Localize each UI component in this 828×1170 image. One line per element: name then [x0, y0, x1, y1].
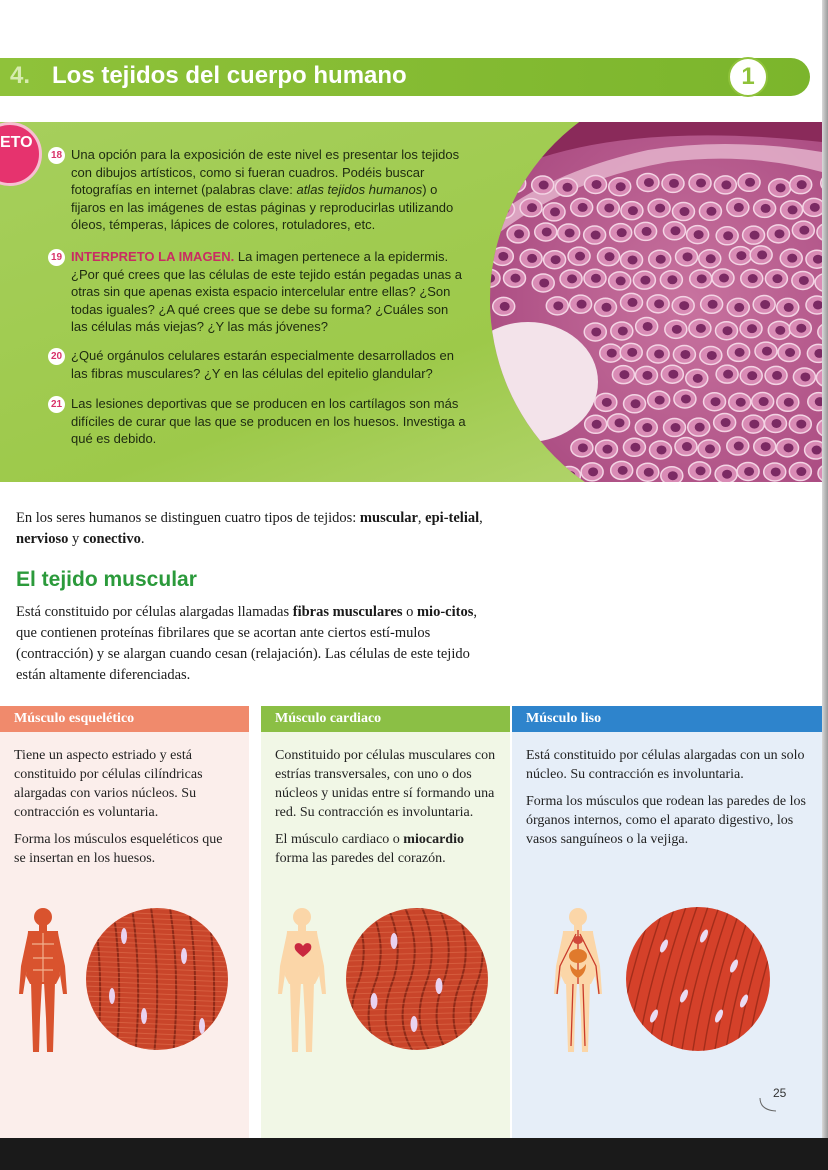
activity-number: 18 [48, 147, 65, 164]
column-body [0, 732, 249, 868]
epidermis-micrograph [488, 122, 822, 482]
skeletal-muscle-body-figure [18, 906, 68, 1056]
activity-21 [48, 395, 468, 448]
column-header: Músculo esquelético [0, 706, 249, 732]
activity-20 [48, 347, 468, 382]
smooth-muscle-micrograph [624, 906, 772, 1052]
column-paragraph: Constituido por células musculares con estrías transversales, con uno o dos núcleos y unidas entre sí formando una red. Su contracción es involuntaria. [275, 748, 496, 820]
page-edge [822, 0, 828, 1170]
activity-text: Las lesiones deportivas que se producen en los cartílagos son más difíciles de curar que las que se producen en los huesos. Investiga a qué es debido. [71, 396, 466, 447]
activity-number: 20 [48, 348, 65, 365]
column-body [512, 732, 822, 849]
activity-number: 19 [48, 249, 65, 266]
scan-bottom-border [0, 1138, 828, 1170]
skeletal-muscle-micrograph [84, 906, 230, 1052]
activity-19 [48, 248, 468, 336]
unit-badge: 1 [728, 57, 768, 97]
activity-18 [48, 146, 468, 234]
section-paragraph: Está constituido por células alargadas llamadas fibras musculares o mio-citos, que contienen proteínas fibrilares que se acortan ante ciertos estí-mulos (contracción) y se alargan cuando cesan (relajación). Las células de este tejido están altamente diferenciadas. [16, 604, 477, 683]
page-title: Los tejidos del cuerpo humano [52, 62, 407, 89]
chapter-header-bar [0, 58, 810, 96]
page-number: 25 [773, 1086, 787, 1100]
column-header: Músculo liso [512, 706, 822, 732]
activity-text: Una opción para la exposición de este nivel es presentar los tejidos con dibujos artísticos, como si fueran cuadros. Podéis buscar fotografías en internet (palabras clave: atlas tejidos humanos) o fijaros en las imágenes de estas páginas y reproducirlas utilizando óleos, témperas, lápices de colores, rotuladores, etc. [71, 147, 460, 233]
section-number: 4. [10, 62, 31, 89]
activity-number: 21 [48, 396, 65, 413]
activity-text: ¿Qué orgánulos celulares estarán especialmente desarrollados en las fibras musculares? ¿Y en las células del epitelio glandular? [71, 348, 454, 381]
smooth-muscle-body-figure [552, 906, 604, 1056]
section-title: El tejido muscular [16, 568, 197, 591]
column-body [261, 732, 510, 868]
column-paragraph: El músculo cardiaco o miocardio forma las paredes del corazón. [275, 832, 464, 866]
cardiac-body-figure [276, 906, 328, 1056]
activity-text: INTERPRETO LA IMAGEN. La imagen pertenece a la epidermis. ¿Por qué crees que las células de este tejido están pegadas unas a otras sin que apenas exista espacio intercelular entre ellas? ¿Son todas iguales? ¿A qué crees que se debe su forma? ¿Cuáles son las células más viejas? ¿Y las más jóvenes? [71, 249, 462, 335]
column-paragraph: Forma los músculos que rodean las paredes de los órganos internos, como el aparato digestivo, los vasos sanguíneos o la vejiga. [526, 794, 806, 847]
intro-paragraph: En los seres humanos se distinguen cuatro tipos de tejidos: muscular, epi-telial, nervioso y conectivo. [16, 510, 483, 547]
column-paragraph: Tiene un aspecto estriado y está constituido por células cilíndricas alargadas con varios núcleos. Su contracción es voluntaria. [14, 748, 203, 820]
cardiac-muscle-micrograph [344, 906, 490, 1052]
epidermis-micrograph-image [488, 122, 822, 482]
column-header: Músculo cardiaco [261, 706, 510, 732]
reto-tab-label: ETO [0, 134, 33, 151]
column-paragraph: Forma los músculos esqueléticos que se insertan en los huesos. [14, 832, 223, 866]
column-paragraph: Está constituido por células alargadas con un solo núcleo. Su contracción es involuntaria. [526, 748, 805, 782]
